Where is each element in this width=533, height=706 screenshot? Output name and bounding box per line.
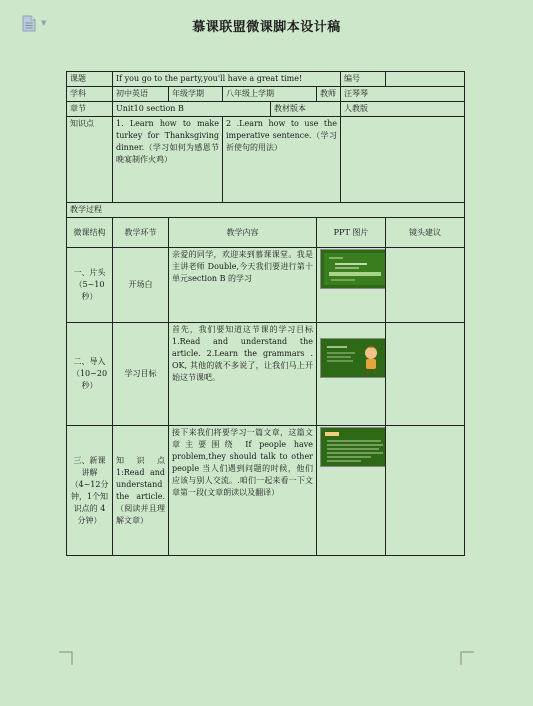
table-row <box>67 87 465 102</box>
page-title: 慕课联盟微课脚本设计稿 <box>192 20 341 35</box>
chapter-value: Unit10 section B <box>113 102 271 117</box>
knowledge-point-1: 1. Learn how to make turkey for Thanksgiving dinner.（学习如何为感恩节晚宴制作火鸡） <box>113 117 223 203</box>
teacher-value: 汪琴琴 <box>341 87 465 102</box>
row-step: 学习目标 <box>113 323 169 426</box>
grade-label: 年级学期 <box>169 87 223 102</box>
process-label: 教学过程 <box>67 203 465 218</box>
grade-value: 八年级上学期 <box>223 87 317 102</box>
number-label: 编号 <box>341 72 386 87</box>
subject-value: 初中英语 <box>113 87 169 102</box>
row-content: 亲爱的同学，欢迎来到慕课课堂。我是主讲老师 Double,今天我们要进行第十单元section B 的学习 <box>169 248 317 323</box>
edition-value: 人教版 <box>341 102 465 117</box>
table-row <box>67 102 465 117</box>
corner-mark <box>460 651 474 665</box>
table-row <box>67 426 465 556</box>
header-structure: 微课结构 <box>67 218 113 248</box>
row-camera <box>386 426 465 556</box>
knowledge-point-3 <box>341 117 465 203</box>
edition-label: 教材版本 <box>271 102 341 117</box>
row-ppt <box>317 426 386 556</box>
row-content: 接下来我们将要学习一篇文章，这篇文章主要围绕 If people have problem,they should talk to other people 当人们遇到问题的时候，他们应该与别人交流。.咱们一起来看一下文章第一段(文章朗读以及翻译） <box>169 426 317 556</box>
row-content: 首先，我们要知道这节课的学习目标 1.Read and understand the article. 2.Learn the grammars . OK, 其他的就不多说了，让我们马上开始这节课吧。 <box>169 323 317 426</box>
course-value: If you go to the party,you'll have a great time! <box>113 72 341 87</box>
corner-mark <box>59 651 73 665</box>
row-camera <box>386 248 465 323</box>
header-camera: 镜头建议 <box>386 218 465 248</box>
table-row <box>67 323 465 426</box>
row-ppt <box>317 248 386 323</box>
header-ppt: PPT 图片 <box>317 218 386 248</box>
row-structure: 一、片头（5~10秒） <box>67 248 113 323</box>
chevron-down-icon[interactable]: ▼ <box>41 19 47 27</box>
row-structure: 二、导入（10~20秒） <box>67 323 113 426</box>
table-row <box>67 72 465 87</box>
table-row <box>67 248 465 323</box>
script-table <box>66 71 465 556</box>
header-content: 教学内容 <box>169 218 317 248</box>
course-label: 课题 <box>67 72 113 87</box>
header-step: 教学环节 <box>113 218 169 248</box>
chapter-label: 章节 <box>67 102 113 117</box>
row-camera <box>386 323 465 426</box>
table-row <box>67 203 465 218</box>
table-row <box>67 117 465 203</box>
row-step: 开场白 <box>113 248 169 323</box>
ppt-slide-thumbnail <box>320 338 386 378</box>
ppt-slide-thumbnail <box>320 249 386 289</box>
knowledge-label: 知识点 <box>67 117 113 203</box>
knowledge-point-2: 2 .Learn how to use the imperative sentence.（学习祈使句的用法） <box>223 117 341 203</box>
subject-label: 学科 <box>67 87 113 102</box>
row-structure: 三、新课讲解（4~12分钟，1个知识点的 4 分钟） <box>67 426 113 556</box>
teacher-label: 教师 <box>317 87 341 102</box>
row-step: 知识点 1:Read and understand the article.（阅读并且理解文章） <box>113 426 169 556</box>
table-header-row <box>67 218 465 248</box>
row-ppt <box>317 323 386 426</box>
number-value <box>386 72 465 87</box>
ppt-slide-thumbnail <box>320 427 386 467</box>
